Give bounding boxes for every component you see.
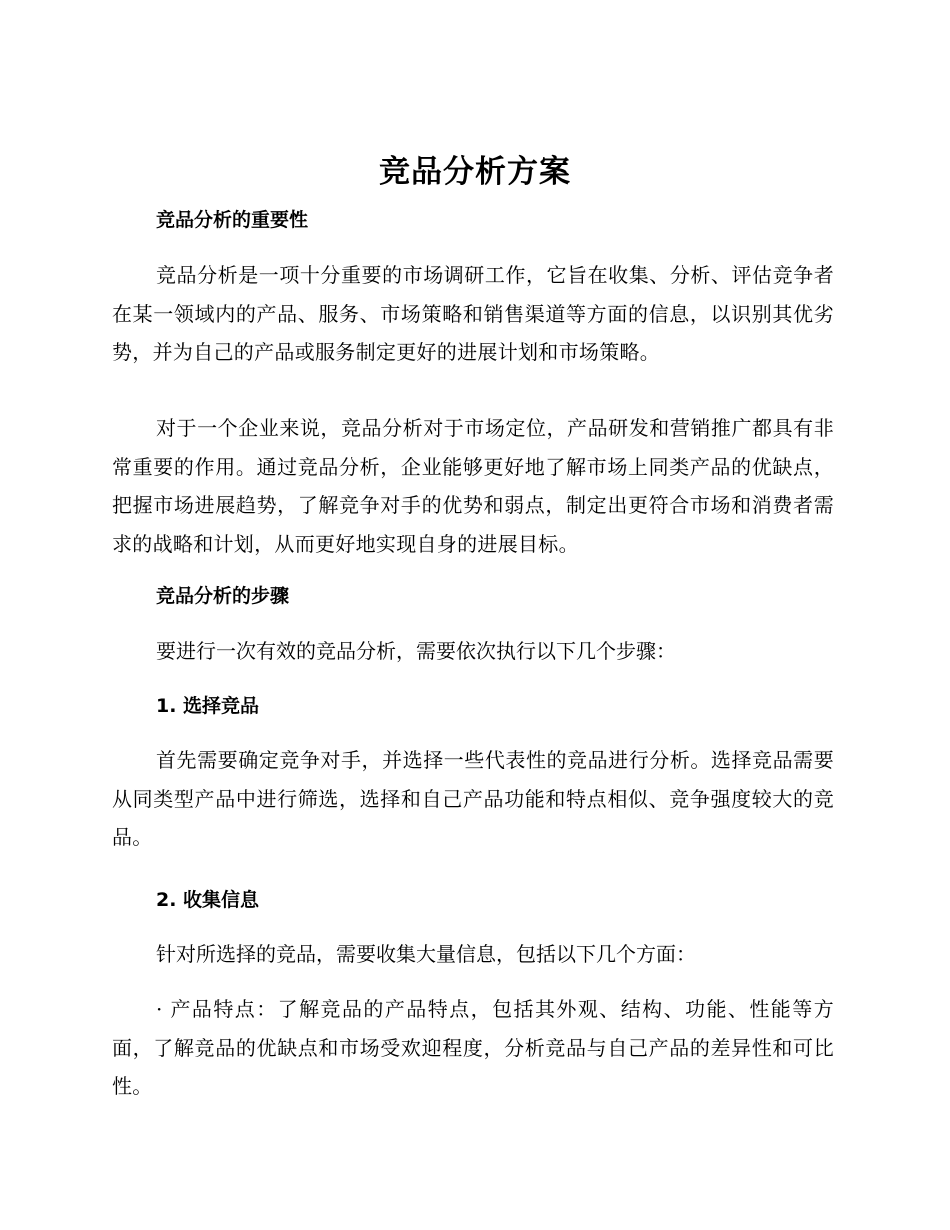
- step-heading-collect: 2. 收集信息: [156, 889, 260, 911]
- page-title: 竞品分析方案: [379, 154, 571, 190]
- section-heading-importance: 竞品分析的重要性: [156, 209, 309, 231]
- paragraph-importance-1: 竞品分析是一项十分重要的市场调研工作，它旨在收集、分析、评估竞争者在某一领域内的产品、服务、市场策略和销售渠道等方面的信息，以识别其优劣势，并为自己的产品或服务制定更好的进展计划和市场策略。: [112, 263, 834, 364]
- paragraph-collect-intro: 针对所选择的竞品，需要收集大量信息，包括以下几个方面：: [156, 942, 696, 966]
- paragraph-steps-intro: 要进行一次有效的竞品分析，需要依次执行以下几个步骤：: [156, 639, 676, 663]
- paragraph-select-competitors: 首先需要确定竞争对手，并选择一些代表性的竞品进行分析。选择竞品需要从同类型产品中进行筛选，选择和自己产品功能和特点相似、竞争强度较大的竞品。: [112, 748, 834, 849]
- step-heading-select: 1. 选择竞品: [156, 695, 260, 717]
- section-heading-steps: 竞品分析的步骤: [156, 585, 290, 607]
- paragraph-importance-2: 对于一个企业来说，竞品分析对于市场定位，产品研发和营销推广都具有非常重要的作用。通过竞品分析，企业能够更好地了解市场上同类产品的优缺点，把握市场进展趋势，了解竞争对手的优势和弱点，制定出更符合市场和消费者需求的战略和计划，从而更好地实现自身的进展目标。: [112, 416, 834, 556]
- bullet-product-features: · 产品特点：了解竞品的产品特点，包括其外观、结构、功能、性能等方面，了解竞品的优缺点和市场受欢迎程度，分析竞品与自己产品的差异性和可比性。: [112, 997, 834, 1098]
